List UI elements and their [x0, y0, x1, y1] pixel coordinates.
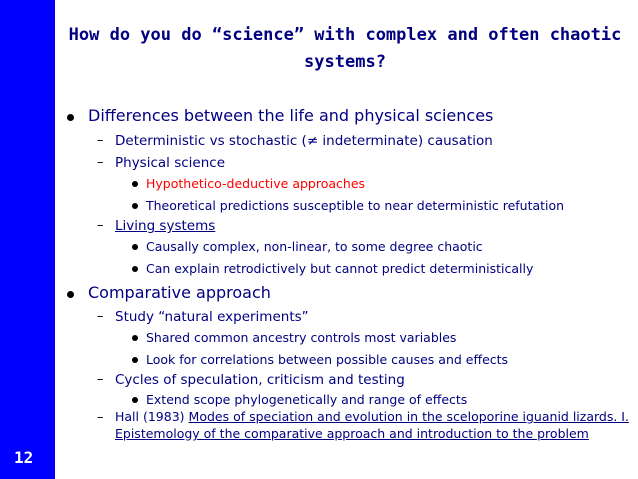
sub-living-systems: Living systems: [115, 218, 216, 234]
bullet-icon: [67, 291, 74, 298]
sub-physical-science: Physical science: [115, 155, 226, 171]
bullet-differences: Differences between the life and physical sciences: [88, 106, 494, 125]
bullet-icon: [132, 357, 138, 363]
bullet-icon: [132, 181, 138, 187]
subsub-shared-ancestry: Shared common ancestry controls most variables: [146, 330, 457, 345]
dash-icon: –: [97, 133, 104, 148]
bullet-icon: [132, 244, 138, 250]
slide-title: How do you do “science” with complex and often chaotic systems?: [68, 25, 622, 72]
reference-author: Hall (1983): [115, 409, 189, 424]
bullet-icon: [67, 114, 74, 121]
subsub-theoretical: Theoretical predictions susceptible to near deterministic refutation: [146, 198, 565, 213]
dash-icon: –: [97, 309, 104, 324]
subsub-hypothetico: Hypothetico-deductive approaches: [146, 176, 366, 191]
slide-number: 12: [14, 448, 34, 467]
dash-icon: –: [97, 218, 104, 233]
dash-icon: –: [97, 372, 104, 387]
slide-sidebar: [0, 0, 55, 479]
subsub-causally-complex: Causally complex, non-linear, to some degree chaotic: [146, 239, 483, 254]
bullet-icon: [132, 397, 138, 403]
sub-deterministic: Deterministic vs stochastic (≠ indeterminate) causation: [115, 133, 493, 149]
subsub-correlations: Look for correlations between possible causes and effects: [146, 352, 509, 367]
dash-icon: –: [97, 410, 104, 425]
subsub-retrodictive: Can explain retrodictively but cannot predict deterministically: [146, 261, 534, 276]
reference-citation: [115, 408, 630, 442]
bullet-comparative: Comparative approach: [88, 283, 271, 302]
bullet-icon: [132, 266, 138, 272]
reference-link[interactable]: Modes of speciation and evolution in the sceloporine iguanid lizards. I. Epistemology of the comparative approach and introduction to the problem: [115, 409, 629, 441]
sub-natural-experiments: Study “natural experiments”: [115, 309, 309, 325]
bullet-icon: [132, 335, 138, 341]
bullet-icon: [132, 203, 138, 209]
sub-cycles: Cycles of speculation, criticism and testing: [115, 372, 405, 388]
subsub-extend-scope: Extend scope phylogenetically and range of effects: [146, 392, 468, 407]
dash-icon: –: [97, 155, 104, 170]
